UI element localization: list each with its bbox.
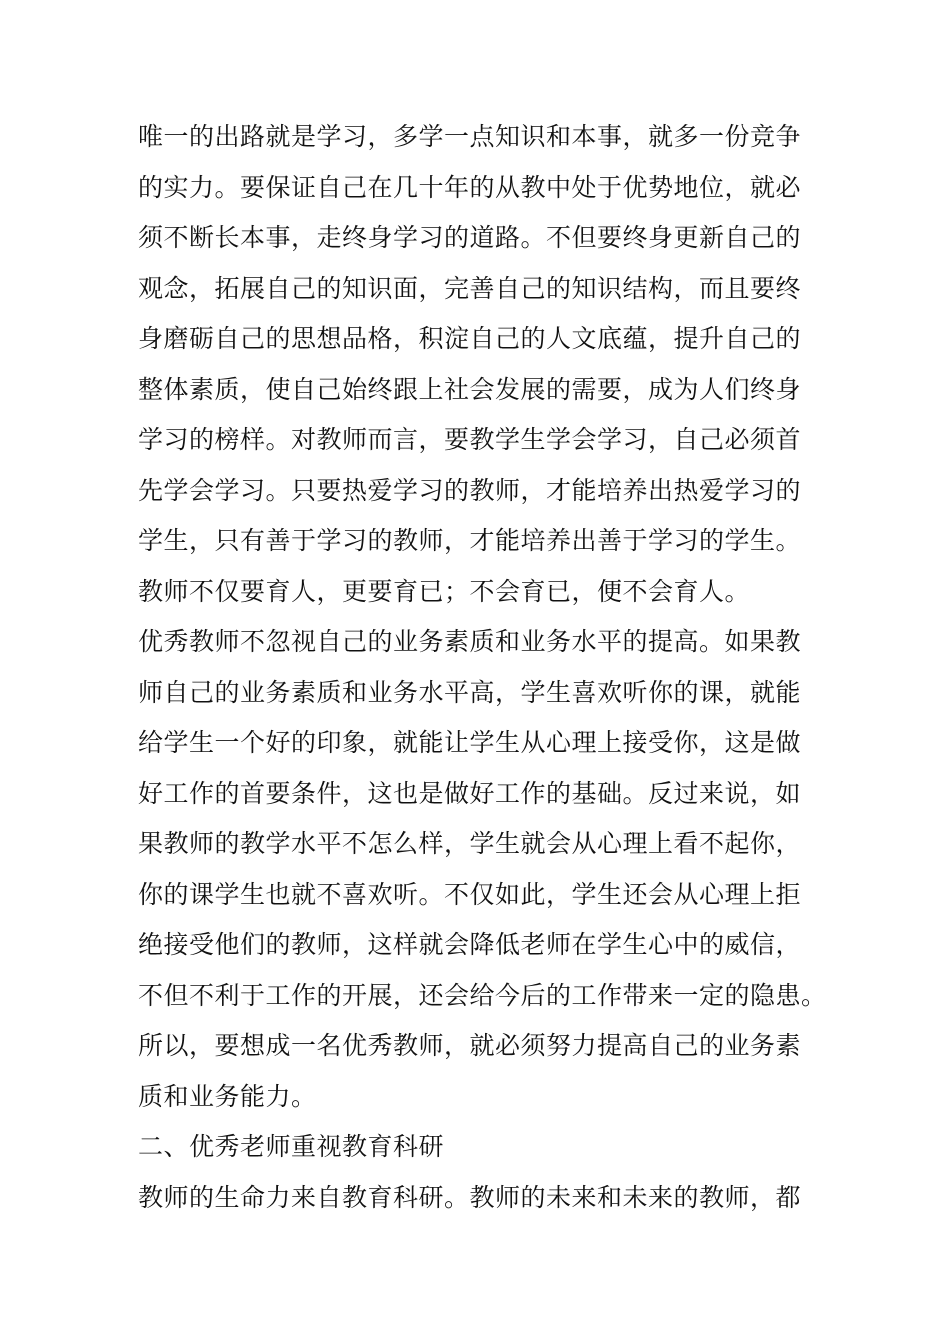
text-line: 师自己的业务素质和业务水平高，学生喜欢听你的课，就能: [138, 677, 802, 707]
text-line: 须不断长本事，走终身学习的道路。不但要终身更新自己的: [138, 223, 802, 252]
text-line: 学习的榜样。对教师而言，要教学生学会学习，自己必须首: [138, 425, 802, 454]
text-line: 学生，只有善于学习的教师，才能培养出善于学习的学生。: [138, 526, 802, 555]
text-line: 的实力。要保证自己在几十年的从教中处于优势地位，就必: [138, 172, 802, 202]
text-line: 好工作的首要条件，这也是做好工作的基础。反过来说，如: [138, 778, 802, 808]
text-line: 所以，要想成一名优秀教师，就必须努力提高自己的业务素: [138, 1031, 802, 1060]
text-line: 教师不仅要育人，更要育已；不会育已，便不会育人。: [138, 576, 751, 606]
text-line: 不但不利于工作的开展，还会给今后的工作带来一定的隐患。: [138, 980, 827, 1010]
text-line: 观念，拓展自己的知识面，完善自己的知识结构，而且要终: [138, 273, 802, 303]
text-line: 教师的生命力来自教育科研。教师的未来和未来的教师，都: [138, 1182, 802, 1212]
text-line: 先学会学习。只要热爱学习的教师，才能培养出热爱学习的: [138, 475, 802, 505]
text-line: 唯一的出路就是学习，多学一点知识和本事，就多一份竞争: [138, 122, 802, 151]
text-line: 身磨砺自己的思想品格，积淀自己的人文底蕴，提升自己的: [138, 324, 802, 353]
text-line: 绝接受他们的教师，这样就会降低老师在学生心中的威信，: [138, 930, 802, 959]
text-line: 给学生一个好的印象，就能让学生从心理上接受你，这是做: [138, 728, 802, 757]
section-heading: 二、优秀老师重视教育科研: [138, 1132, 445, 1161]
text-line: 果教师的教学水平不怎么样，学生就会从心理上看不起你，: [138, 829, 802, 858]
text-line: 质和业务能力。: [138, 1081, 317, 1111]
text-line: 优秀教师不忽视自己的业务素质和业务水平的提高。如果教: [138, 627, 802, 656]
body-text: [138, 112, 838, 1223]
text-line: 你的课学生也就不喜欢听。不仅如此，学生还会从心理上拒: [138, 879, 802, 909]
text-line: 整体素质，使自己始终跟上社会发展的需要，成为人们终身: [138, 374, 802, 404]
